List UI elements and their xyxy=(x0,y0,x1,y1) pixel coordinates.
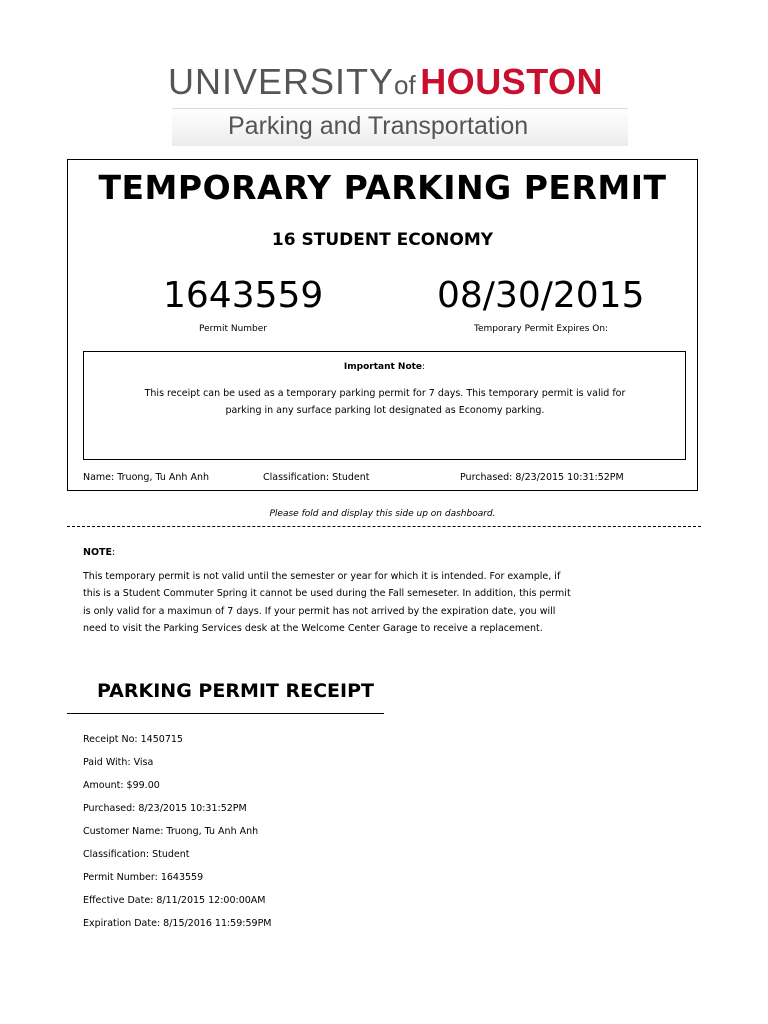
permit-purchased: Purchased: 8/23/2015 10:31:52PM xyxy=(460,472,624,483)
important-note-title xyxy=(83,362,686,372)
permit-type: 16 STUDENT ECONOMY xyxy=(271,230,494,250)
permit-title: TEMPORARY PARKING PERMIT xyxy=(98,168,667,207)
receipt-number: Receipt No: 1450715 xyxy=(83,734,183,745)
receipt-title: PARKING PERMIT RECEIPT xyxy=(97,680,374,702)
fold-line xyxy=(67,526,701,527)
logo-university-text: UNIVERSITY xyxy=(168,61,395,102)
note-text: This temporary permit is not valid until the semester or year for which it is intended. For example, if this is a Student Commuter Spring it cannot be used during the Fall semeseter. In addition, this permit is only valid for a maximun of 7 days. If your permit has not arrived by the expiration date, you will need to visit the Parking Services desk at the Welcome Center Garage to receive a replacement. xyxy=(83,571,571,634)
permit-expiration-label: Temporary Permit Expires On: xyxy=(474,324,609,334)
permit-expiration-date: 08/30/2015 xyxy=(437,275,645,316)
logo-houston-text: HOUSTON xyxy=(420,61,604,102)
receipt-expiration-date: Expiration Date: 8/15/2016 11:59:59PM xyxy=(83,918,272,929)
permit-number: 1643559 xyxy=(163,275,324,316)
note-heading: NOTE xyxy=(83,547,112,558)
receipt-customer-name: Customer Name: Truong, Tu Anh Anh xyxy=(83,826,259,837)
receipt-amount: Amount: $99.00 xyxy=(83,780,160,791)
university-logo xyxy=(168,58,630,106)
permit-classification: Classification: Student xyxy=(263,472,370,483)
note-label xyxy=(83,547,115,558)
receipt-purchased: Purchased: 8/23/2015 10:31:52PM xyxy=(83,803,247,814)
logo-divider xyxy=(172,108,628,109)
permit-holder-name: Name: Truong, Tu Anh Anh xyxy=(83,472,209,483)
permit-number-label: Permit Number xyxy=(199,324,267,334)
logo-subtitle: Parking and Transportation xyxy=(228,112,529,140)
fold-instruction: Please fold and display this side up on dashboard. xyxy=(269,509,496,519)
receipt-details xyxy=(83,732,272,939)
receipt-effective-date: Effective Date: 8/11/2015 12:00:00AM xyxy=(83,895,266,906)
logo-of-text: of xyxy=(394,70,416,100)
note-colon: : xyxy=(112,547,116,558)
receipt-classification: Classification: Student xyxy=(83,849,190,860)
important-note-text: This receipt can be used as a temporary parking permit for 7 days. This temporary permit is valid for parking in any surface parking lot designated as Economy parking. xyxy=(144,388,626,416)
receipt-permit-number: Permit Number: 1643559 xyxy=(83,872,204,883)
important-note-colon: : xyxy=(422,362,426,372)
receipt-paid-with: Paid With: Visa xyxy=(83,757,154,768)
receipt-title-underline xyxy=(67,713,384,714)
important-note-heading: Important Note xyxy=(343,362,423,372)
